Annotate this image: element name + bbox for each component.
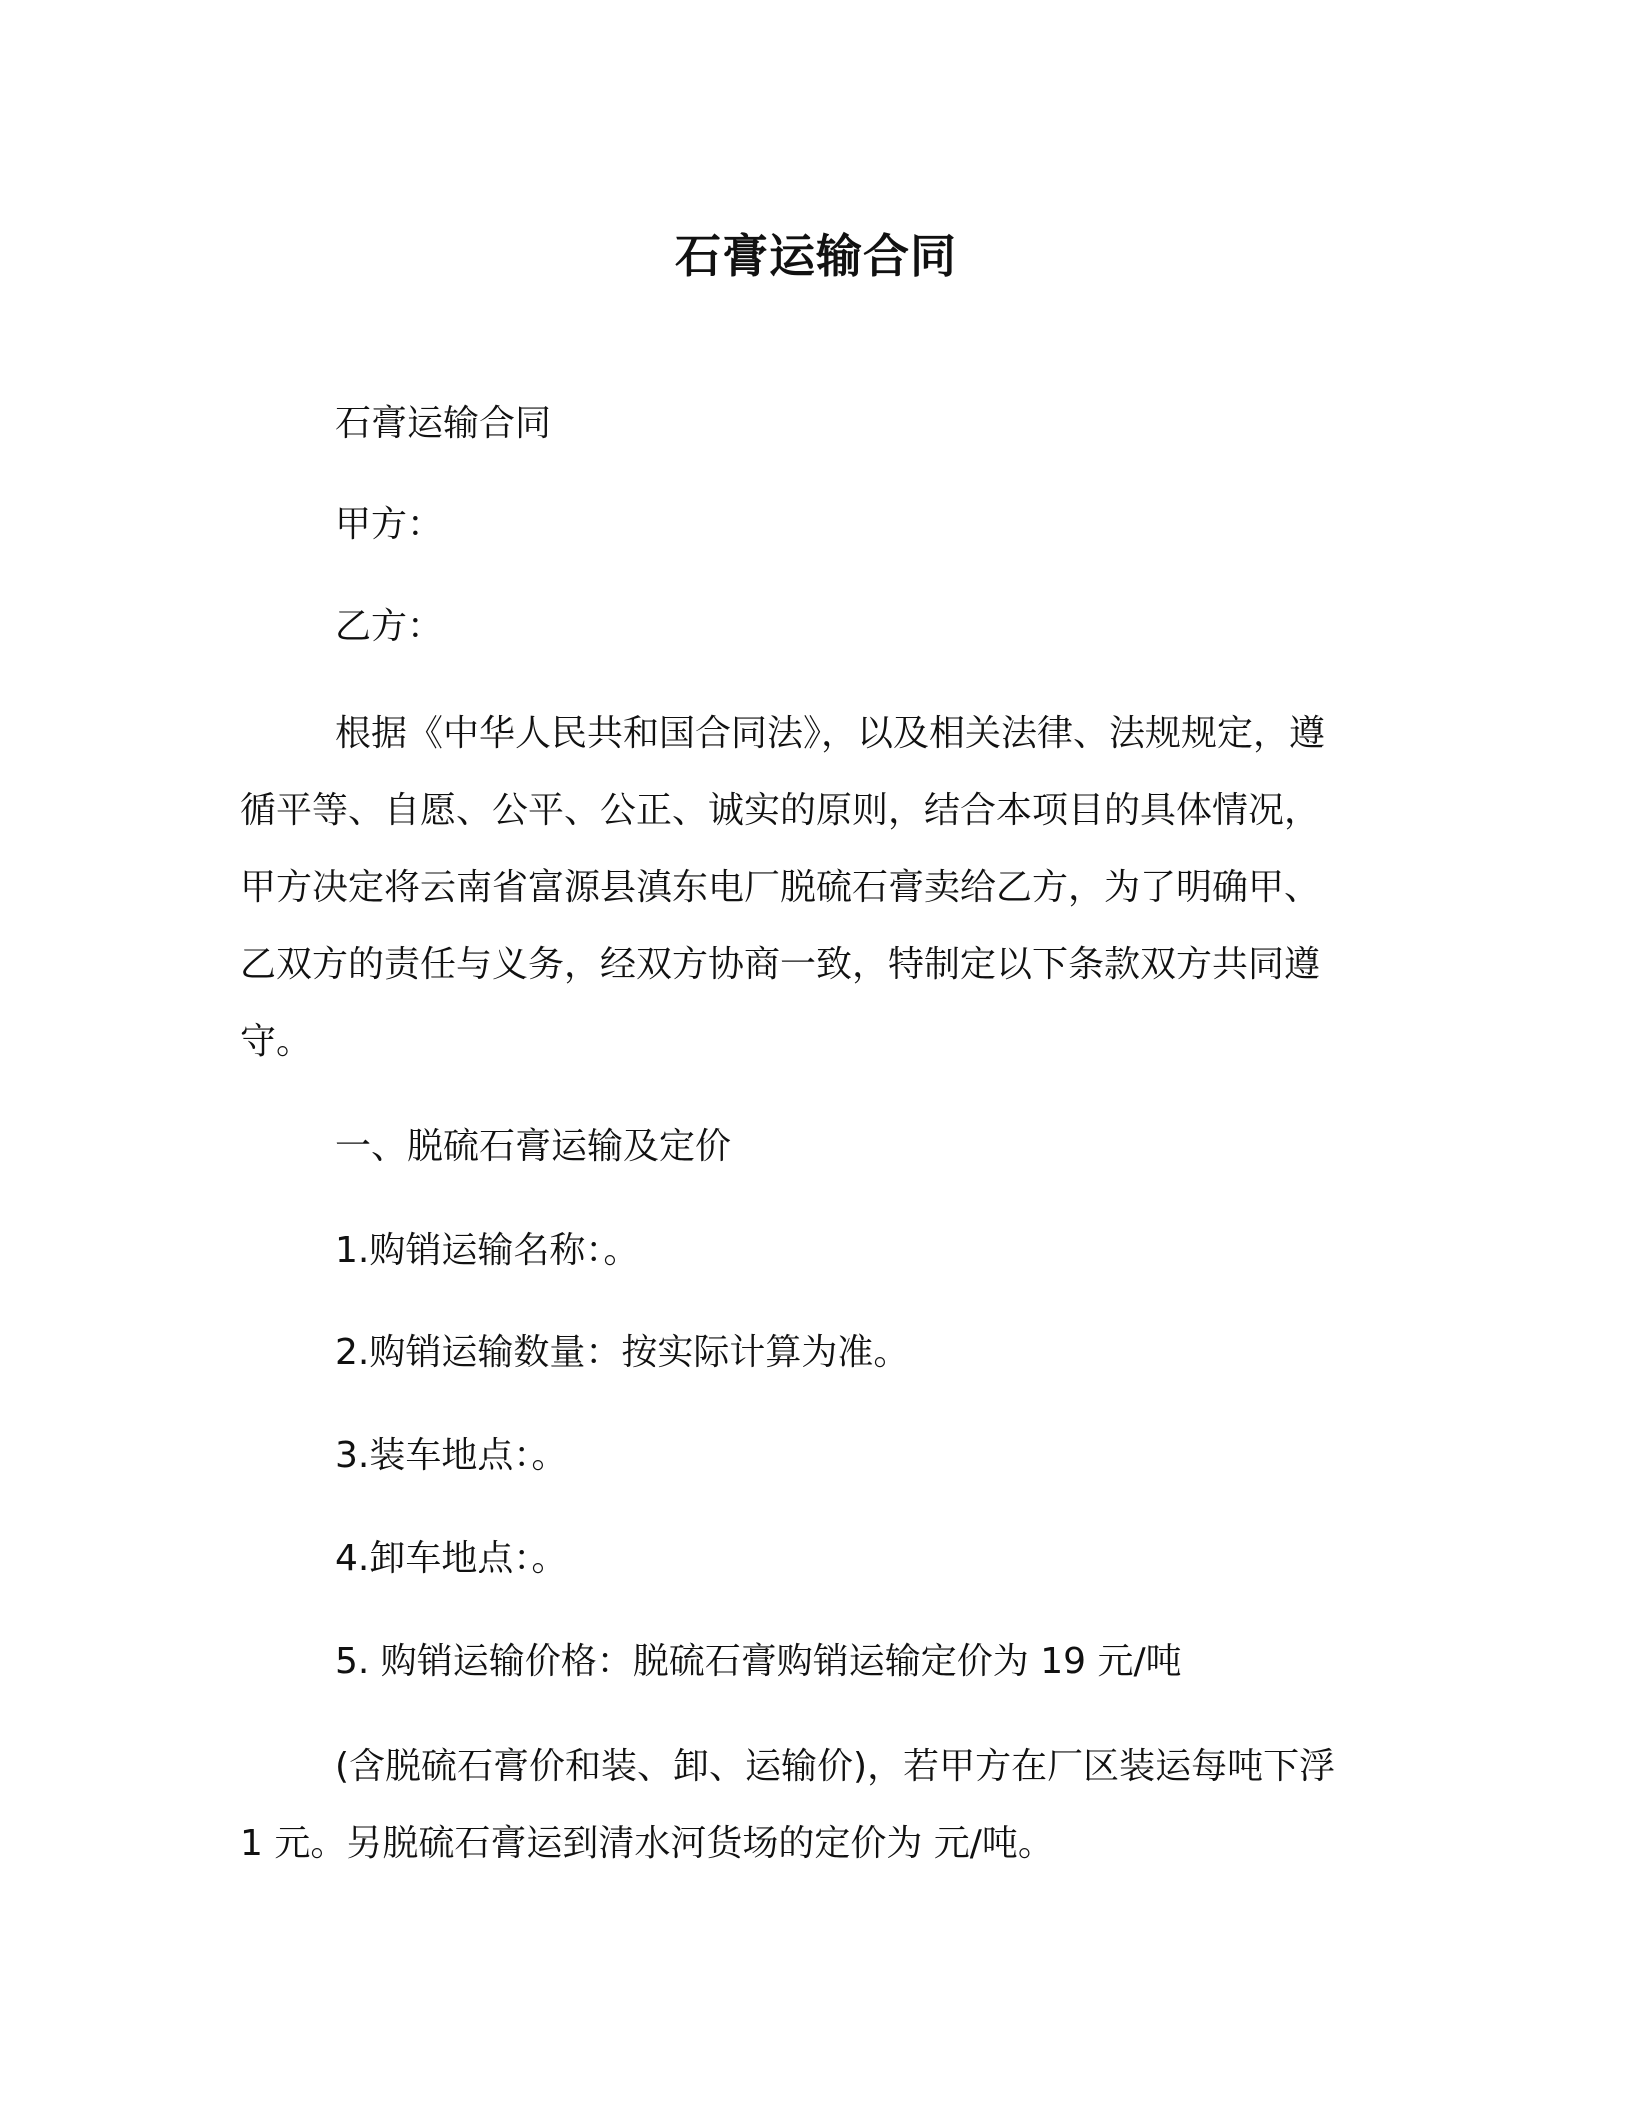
intro-line-4: 乙双方的责任与义务，经双方协商一致，特制定以下条款双方共同遵	[240, 944, 1321, 985]
section-heading-1: 一、脱硫石膏运输及定价	[335, 1126, 732, 1167]
document-title: 石膏运输合同	[675, 229, 957, 283]
item-5-continuation-1: (含脱硫石膏价和装、卸、运输价)，若甲方在厂区装运每吨下浮	[335, 1746, 1336, 1787]
intro-line-1: 根据《中华人民共和国合同法》，以及相关法律、法规规定，遵	[335, 713, 1326, 754]
intro-line-2: 循平等、自愿、公平、公正、诚实的原则，结合本项目的具体情况，	[240, 790, 1321, 831]
intro-line-3: 甲方决定将云南省富源县滇东电厂脱硫石膏卖给乙方，为了明确甲、	[240, 867, 1321, 908]
item-1-line: 1.购销运输名称：。	[335, 1230, 640, 1271]
party-a-line: 甲方：	[335, 504, 444, 545]
party-b-line: 乙方：	[335, 606, 444, 647]
item-5-line: 5. 购销运输价格：脱硫石膏购销运输定价为 19 元/吨	[335, 1641, 1182, 1682]
item-3-line: 3.装车地点：。	[335, 1435, 568, 1476]
intro-line-5: 守。	[240, 1021, 313, 1062]
subtitle-line: 石膏运输合同	[335, 403, 552, 444]
item-2-line: 2.购销运输数量：按实际计算为准。	[335, 1332, 910, 1373]
item-4-line: 4.卸车地点：。	[335, 1538, 568, 1579]
item-5-continuation-2: 1 元。另脱硫石膏运到清水河货场的定价为 元/吨。	[240, 1823, 1054, 1864]
